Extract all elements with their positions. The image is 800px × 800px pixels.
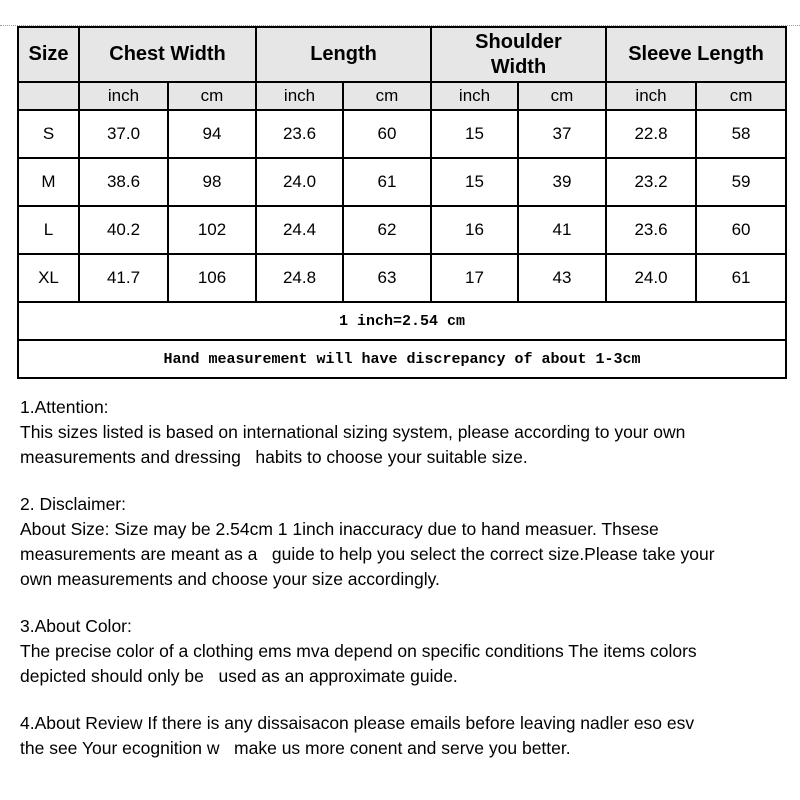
paragraph-line: 3.About Color:: [20, 616, 132, 636]
paragraph-line: own measurements and choose your size accordingly.: [20, 569, 440, 589]
value-cell: 24.0: [606, 254, 696, 302]
table-row-m: [18, 158, 786, 206]
table-units-row: [18, 82, 786, 110]
size-cell: L: [18, 206, 79, 254]
size-cell: M: [18, 158, 79, 206]
value-cell: 23.2: [606, 158, 696, 206]
value-cell: 98: [168, 158, 256, 206]
value-cell: 61: [696, 254, 786, 302]
value-cell: 58: [696, 110, 786, 158]
value-cell: 60: [343, 110, 431, 158]
paragraph-line: 4.About Review If there is any dissaisacon please emails before leaving nadler eso esv: [20, 713, 695, 733]
paragraph-line: 1.Attention:: [20, 397, 109, 417]
value-cell: 24.0: [256, 158, 343, 206]
value-cell: 22.8: [606, 110, 696, 158]
size-cell: S: [18, 110, 79, 158]
value-cell: 106: [168, 254, 256, 302]
value-cell: 23.6: [256, 110, 343, 158]
table-note-row: [18, 302, 786, 340]
value-cell: 38.6: [79, 158, 168, 206]
value-cell: 37.0: [79, 110, 168, 158]
value-cell: 40.2: [79, 206, 168, 254]
col-header-shoulder-width: [431, 27, 606, 82]
col-header-length: Length: [256, 27, 431, 82]
col-header-size: Size: [18, 27, 79, 82]
value-cell: 41: [518, 206, 606, 254]
paragraph-disclaimer: [20, 492, 780, 592]
table-note-row: [18, 340, 786, 378]
value-cell: 17: [431, 254, 518, 302]
paragraph-line: 2. Disclaimer:: [20, 494, 126, 514]
paragraph-line: This sizes listed is based on international sizing system, please according to your own: [20, 422, 686, 442]
value-cell: 37: [518, 110, 606, 158]
value-cell: 15: [431, 110, 518, 158]
paragraph-line: the see Your ecognition w make us more conent and serve you better.: [20, 738, 571, 758]
col-header-chest-width: Chest Width: [79, 27, 256, 82]
unit-header-shoulder-inch: inch: [431, 82, 518, 110]
unit-header-sleeve-inch: inch: [606, 82, 696, 110]
unit-header-blank: [18, 82, 79, 110]
value-cell: 60: [696, 206, 786, 254]
table-header-row: [18, 27, 786, 82]
value-cell: 63: [343, 254, 431, 302]
value-cell: 23.6: [606, 206, 696, 254]
size-chart-table: [17, 26, 787, 379]
paragraph-about-review: [20, 711, 780, 761]
note-hand-measurement: Hand measurement will have discrepancy of about 1-3cm: [18, 340, 786, 378]
value-cell: 39: [518, 158, 606, 206]
table-row-l: [18, 206, 786, 254]
value-cell: 94: [168, 110, 256, 158]
paragraph-line: measurements are meant as a guide to help you select the correct size.Please take your: [20, 544, 715, 564]
col-header-sleeve-length: Sleeve Length: [606, 27, 786, 82]
table-row-xl: [18, 254, 786, 302]
unit-header-sleeve-cm: cm: [696, 82, 786, 110]
paragraph-about-color: [20, 614, 780, 689]
table-row-s: [18, 110, 786, 158]
size-cell: XL: [18, 254, 79, 302]
col-header-shoulder-width-label: Shoulder Width: [475, 30, 562, 78]
unit-header-length-cm: cm: [343, 82, 431, 110]
value-cell: 15: [431, 158, 518, 206]
value-cell: 24.4: [256, 206, 343, 254]
unit-header-chest-cm: cm: [168, 82, 256, 110]
value-cell: 24.8: [256, 254, 343, 302]
unit-header-length-inch: inch: [256, 82, 343, 110]
paragraph-line: depicted should only be used as an approximate guide.: [20, 666, 458, 686]
value-cell: 62: [343, 206, 431, 254]
value-cell: 61: [343, 158, 431, 206]
value-cell: 102: [168, 206, 256, 254]
paragraph-attention: [20, 395, 780, 470]
notes-section: [20, 395, 780, 783]
unit-header-shoulder-cm: cm: [518, 82, 606, 110]
value-cell: 16: [431, 206, 518, 254]
paragraph-line: The precise color of a clothing ems mva depend on specific conditions The items colors: [20, 641, 697, 661]
paragraph-line: About Size: Size may be 2.54cm 1 1inch inaccuracy due to hand measuer. Thsese: [20, 519, 659, 539]
value-cell: 59: [696, 158, 786, 206]
note-inch-conversion: 1 inch=2.54 cm: [18, 302, 786, 340]
value-cell: 43: [518, 254, 606, 302]
paragraph-line: measurements and dressing habits to choose your suitable size.: [20, 447, 528, 467]
unit-header-chest-inch: inch: [79, 82, 168, 110]
value-cell: 41.7: [79, 254, 168, 302]
